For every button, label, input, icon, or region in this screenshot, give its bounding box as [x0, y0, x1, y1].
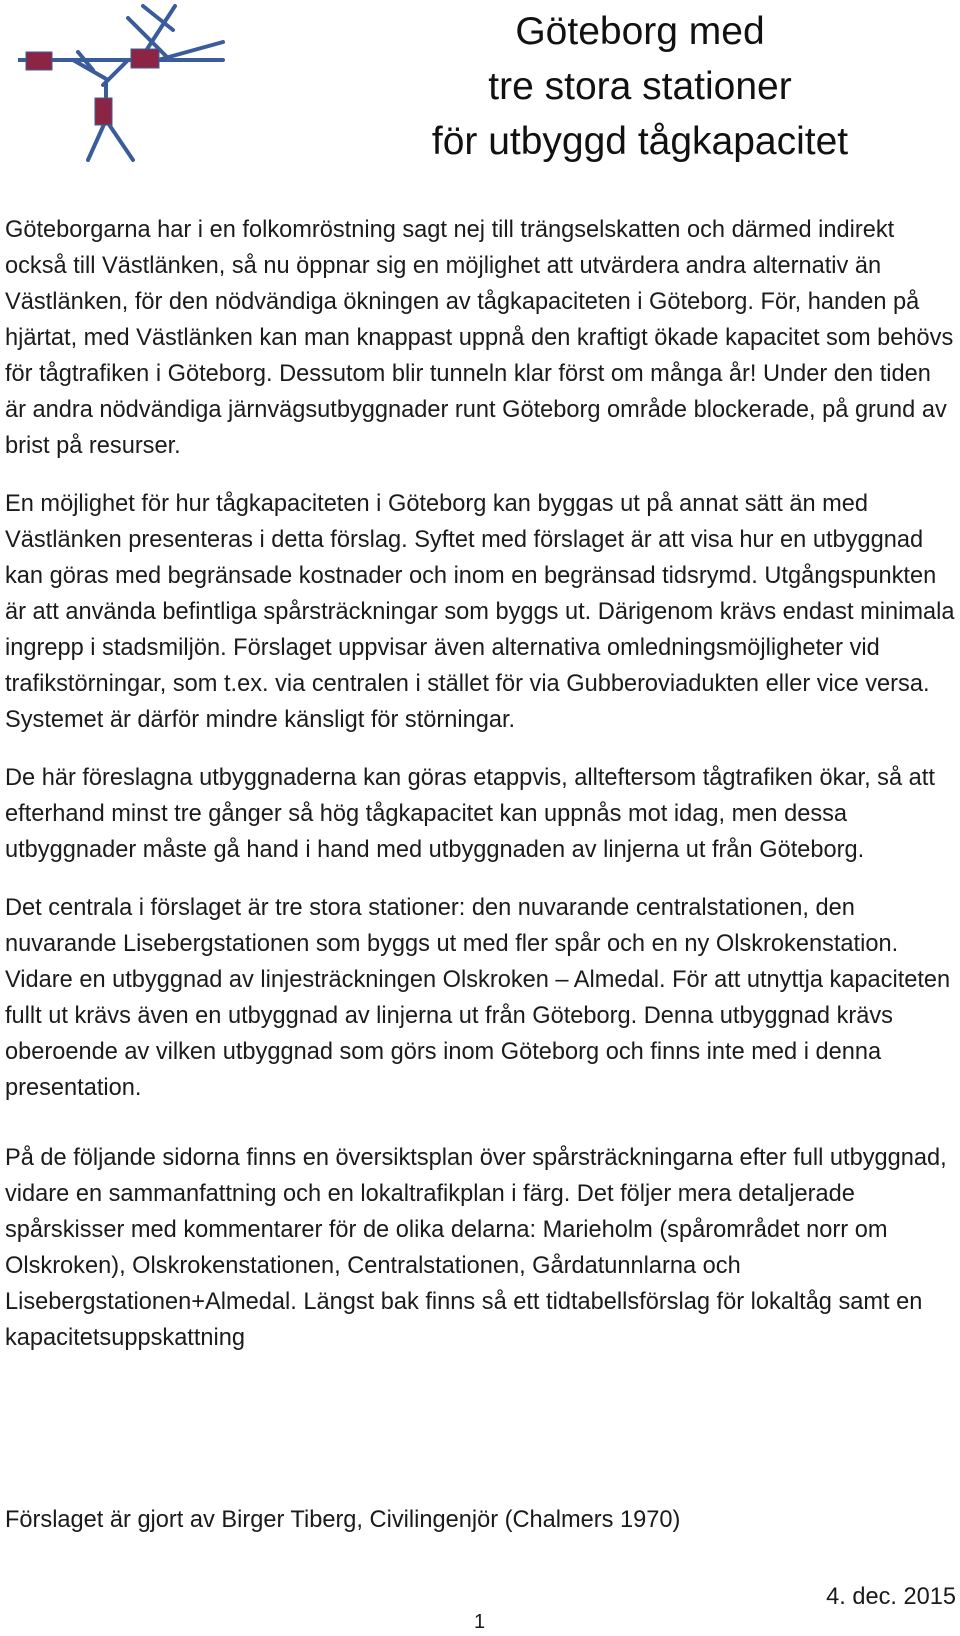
- paragraph: Det centrala i förslaget är tre stora stationer: den nuvarande centralstationen, den nuvarande Lisebergstationen som byggs ut med fler spår och en ny Olskrokenstation. Vidare en utbyggnad av linjesträckningen Olskroken – Almedal. För att utnyttja kapaciteten fullt ut krävs även en utbyggnad av linjerna ut från Göteborg. Denna utbyggnad krävs oberoende av vilken utbyggnad som görs inom Göteborg och finns inte med i denna presentation.: [5, 895, 951, 1101]
- rail-network-icon: [18, 0, 238, 165]
- station-marker: [131, 49, 159, 68]
- page-number: 1: [474, 1611, 486, 1633]
- title-line-2: tre stora stationer: [488, 65, 792, 108]
- body-text: [5, 212, 955, 1378]
- paragraph: Göteborgarna har i en folkomröstning sagt nej till trängselskatten och därmed indirekt också till Västlänken, så nu öppnar sig en möjlighet att utvärdera andra alternativ än Västlänken, för den nödvändiga ökningen av tågkapaciteten i Göteborg. För, handen på hjärtat, med Västlänken kan man knappast uppnå den kraftigt ökade kapacitet som behövs för tågtrafiken i Göteborg. Dessutom blir tunneln klar först om många år! Under den tiden är andra nödvändiga järnvägsutbyggnader runt Göteborg område blockerade, på grund av brist på resurser.: [5, 217, 954, 459]
- title-line-1: Göteborg med: [515, 10, 765, 53]
- author-line: Förslaget är gjort av Birger Tiberg, Civilingenjör (Chalmers 1970): [5, 1507, 681, 1533]
- document-date: 4. dec. 2015: [826, 1584, 956, 1610]
- paragraph: De här föreslagna utbyggnaderna kan göras etappvis, allteftersom tågtrafiken ökar, så att efterhand minst tre gånger så hög tågkapacitet kan uppnås mot idag, men dessa utbyggnader måste gå hand i hand med utbyggnaden av linjerna ut från Göteborg.: [5, 765, 935, 863]
- paragraph: En möjlighet för hur tågkapaciteten i Göteborg kan byggas ut på annat sätt än med Västlänken presenteras i detta förslag. Syftet med förslaget är att visa hur en utbyggnad kan göras med begränsade kostnader och inom en begränsad tidsrymd. Utgångspunkten är att använda befintliga spårsträckningar som byggs ut. Därigenom krävs endast minimala ingrepp i stadsmiljön. Förslaget uppvisar även alternativa omledningsmöjligheter vid trafikstörningar, som t.ex. via centralen i stället för via Gubberoviadukten eller vice versa. Systemet är därför mindre känsligt för störningar.: [5, 491, 955, 733]
- station-marker: [95, 98, 112, 125]
- page-title: [370, 4, 910, 169]
- station-marker: [26, 52, 52, 70]
- title-line-3: för utbyggd tågkapacitet: [431, 120, 849, 163]
- paragraph: På de följande sidorna finns en översiktsplan över spårsträckningarna efter full utbyggnad, vidare en sammanfattning och en lokaltrafikplan i färg. Det följer mera detaljerade spårskisser med kommentarer för de olika delarna: Marieholm (spårområdet norr om Olskroken), Olskrokenstationen, Centralstationen, Gårdatunnlarna och Lisebergstationen+Almedal. Längst bak finns så ett tidtabellsförslag för lokaltåg samt en kapacitetsuppskattning: [5, 1145, 947, 1351]
